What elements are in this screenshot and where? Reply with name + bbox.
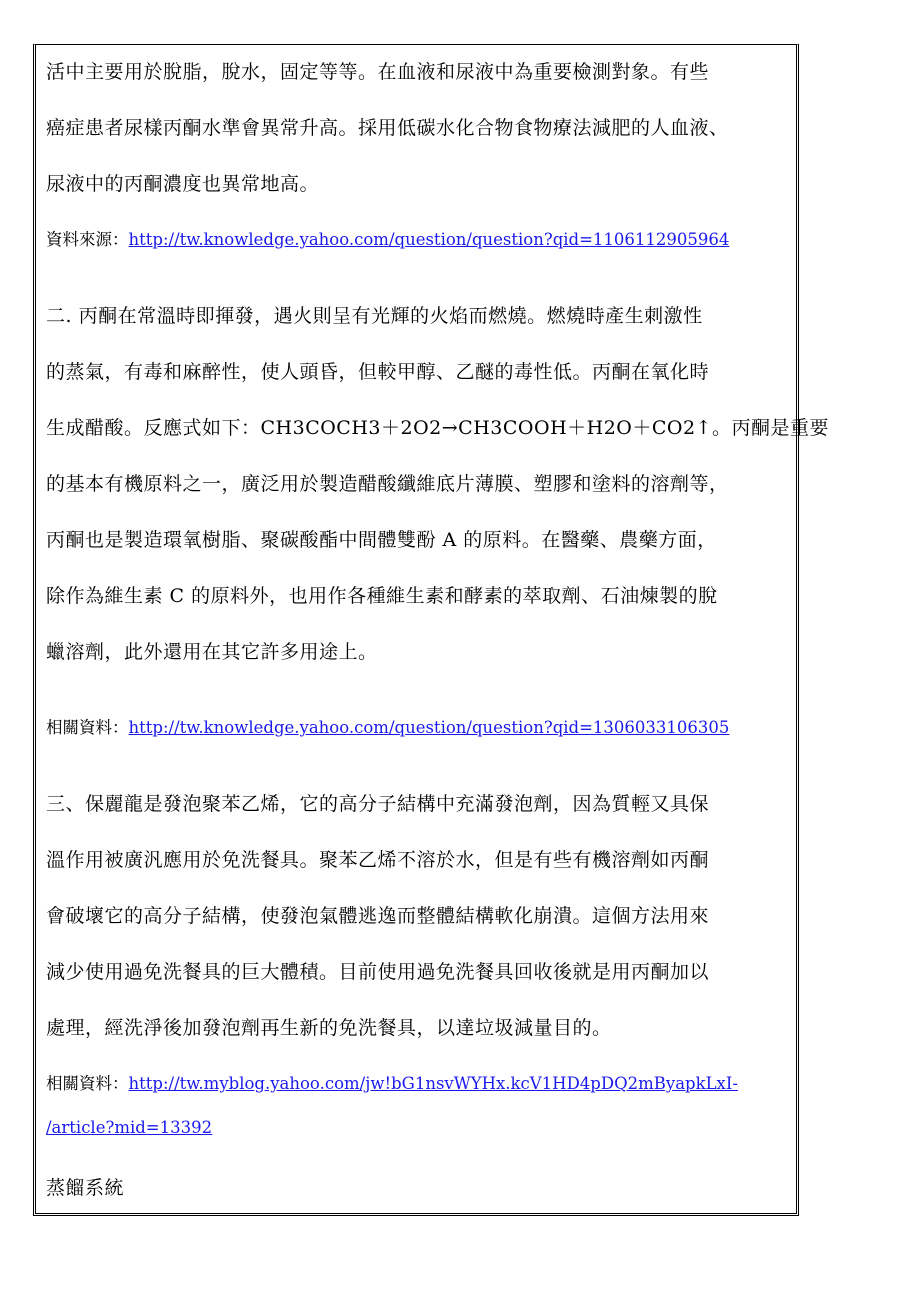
paragraph-line: 蠟溶劑，此外還用在其它許多用途上。 (46, 641, 378, 663)
source-link[interactable]: http://tw.myblog.yahoo.com/jw!bG1nsvWYHx.kcV1HD4pDQ2mByapkLxI- (128, 1074, 738, 1093)
paragraph-line: 的蒸氣，有毒和麻醉性，使人頭昏，但較甲醇、乙醚的毒性低。丙酮在氧化時 (46, 361, 710, 383)
paragraph-line: 溫作用被廣汎應用於免洗餐具。聚苯乙烯不溶於水，但是有些有機溶劑如丙酮 (46, 849, 710, 871)
content-table-border (33, 44, 799, 1216)
source-label: 資料來源： (46, 230, 129, 249)
source-line (46, 1072, 738, 1096)
paragraph-line: 三、保麗龍是發泡聚苯乙烯，它的高分子結構中充滿發泡劑，因為質輕又具保 (46, 793, 710, 815)
source-label: 相關資料： (46, 718, 129, 737)
paragraph-line: 減少使用過免洗餐具的巨大體積。目前使用過免洗餐具回收後就是用丙酮加以 (46, 961, 710, 983)
paragraph-line: 生成醋酸。反應式如下：CH3COCH3＋2O2→CH3COOH＋H2O＋CO2↑。丙酮是重要 (46, 417, 829, 439)
source-line-continued (46, 1116, 212, 1140)
source-line (46, 716, 729, 740)
source-label: 相關資料： (46, 1074, 129, 1093)
paragraph-line: 二. 丙酮在常溫時即揮發，遇火則呈有光輝的火焰而燃燒。燃燒時產生刺激性 (46, 305, 703, 327)
paragraph-line: 尿液中的丙酮濃度也異常地高。 (46, 173, 320, 195)
source-link[interactable]: http://tw.knowledge.yahoo.com/question/question?qid=1306033106305 (128, 718, 730, 737)
paragraph-line: 處理，經洗淨後加發泡劑再生新的免洗餐具，以達垃圾減量目的。 (46, 1017, 612, 1039)
paragraph-line: 的基本有機原料之一，廣泛用於製造醋酸纖維底片薄膜、塑膠和塗料的溶劑等， (46, 473, 729, 495)
source-link[interactable]: http://tw.knowledge.yahoo.com/question/question?qid=1106112905964 (128, 230, 730, 249)
source-line (46, 228, 729, 252)
section-heading: 蒸餾系統 (46, 1177, 125, 1199)
paragraph-line: 活中主要用於脫脂，脫水，固定等等。在血液和尿液中為重要檢測對象。有些 (46, 61, 710, 83)
paragraph-line: 癌症患者尿樣丙酮水準會異常升高。採用低碳水化合物食物療法減肥的人血液、 (46, 117, 729, 139)
paragraph-line: 會破壞它的高分子結構，使發泡氣體逃逸而整體結構軟化崩潰。這個方法用來 (46, 905, 710, 927)
paragraph-line: 除作為維生素 C 的原料外，也用作各種維生素和酵素的萃取劑、石油煉製的脫 (46, 585, 718, 607)
source-link-continued[interactable]: /article?mid=13392 (46, 1118, 213, 1137)
paragraph-line: 丙酮也是製造環氧樹脂、聚碳酸酯中間體雙酚 A 的原料。在醫藥、農藥方面， (46, 529, 717, 551)
